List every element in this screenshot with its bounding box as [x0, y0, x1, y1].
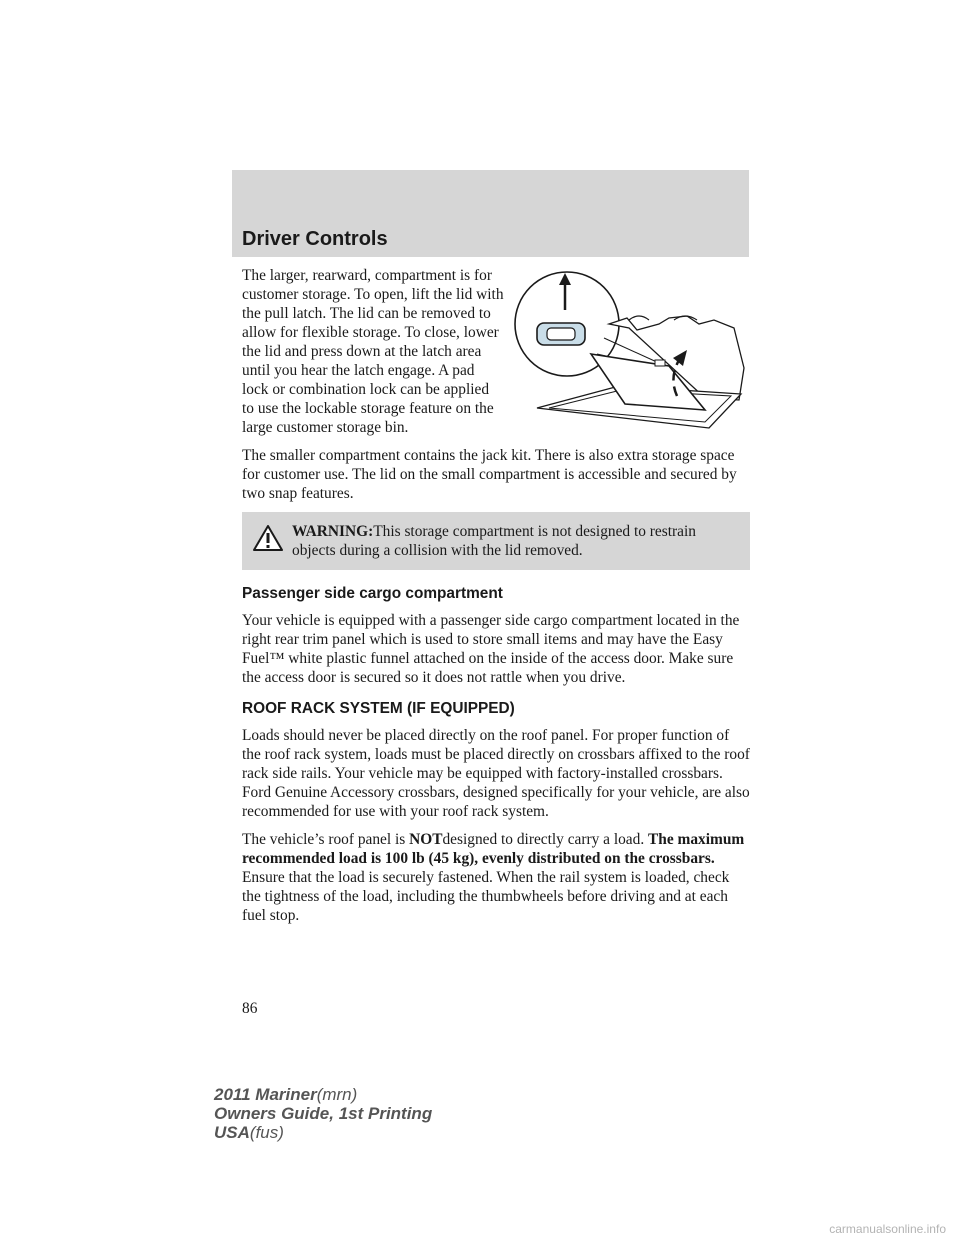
- roof-load-text-a: The vehicle’s roof panel is: [242, 831, 410, 848]
- page-content: [242, 266, 750, 934]
- print-footer: [214, 1085, 432, 1142]
- section-title: Driver Controls: [242, 228, 388, 250]
- heading-roof-rack: ROOF RACK SYSTEM (IF EQUIPPED): [242, 700, 515, 717]
- paragraph-passenger-cargo: Your vehicle is equipped with a passenger side cargo compartment located in the right rear trim panel which is used to store small items and may have the Easy Fuel™ white plastic funnel attached on the inside of the access door. Make sure the access door is secured so it does not rattle when you drive.: [242, 612, 740, 686]
- warning-text: This storage compartment is not designed to restrain objects during a collision with the lid removed.: [292, 523, 696, 559]
- warning-box: [242, 512, 750, 570]
- paragraph-larger-compartment: The larger, rearward, compartment is for customer storage. To open, lift the lid with the pull latch. The lid can be removed to allow for flexible storage. To close, lower the lid and press down at the latch area until you hear the latch engage. A pad lock or combination lock can be applied to use the lockable storage feature on the large customer storage bin.: [242, 267, 504, 436]
- section-header-band: [232, 170, 749, 257]
- page-number: 86: [242, 1000, 258, 1017]
- roof-load-text-c: designed to directly carry a load.: [442, 831, 649, 848]
- warning-triangle-icon: [252, 524, 284, 552]
- warning-label: WARNING:: [292, 523, 374, 540]
- paragraph-smaller-compartment: The smaller compartment contains the jack kit. There is also extra storage space for customer use. The lid on the small compartment is accessible and secured by two snap features.: [242, 447, 737, 502]
- heading-passenger-cargo: Passenger side cargo compartment: [242, 585, 503, 602]
- roof-load-max: The maximum recommended load is 100 lb (45 kg), evenly distributed on the crossbars.: [242, 831, 745, 867]
- watermark[interactable]: carmanualsonline.info: [829, 1222, 946, 1236]
- footer-model: 2011 Mariner: [214, 1085, 317, 1104]
- footer-guide: Owners Guide, 1st Printing: [214, 1104, 433, 1123]
- footer-market-code: (fus): [249, 1123, 284, 1142]
- paragraph-roof-rack: Loads should never be placed directly on the roof panel. For proper function of the roof rack system, loads must be placed directly on crossbars affixed to the roof rack side rails. Your vehicle may be equipped with factory-installed crossbars. Ford Genuine Accessory crossbars, designed specifically for your vehicle, are also recommended for use with your roof rack system.: [242, 727, 750, 820]
- paragraph-roof-load: [242, 830, 750, 925]
- footer-model-code: (mrn): [316, 1085, 358, 1104]
- footer-market: USA: [214, 1123, 250, 1142]
- roof-load-text-e: Ensure that the load is securely fastened. When the rail system is loaded, check the tightness of the load, including the thumbwheels before driving and at each fuel stop.: [242, 869, 730, 924]
- roof-load-not: NOT: [409, 831, 443, 848]
